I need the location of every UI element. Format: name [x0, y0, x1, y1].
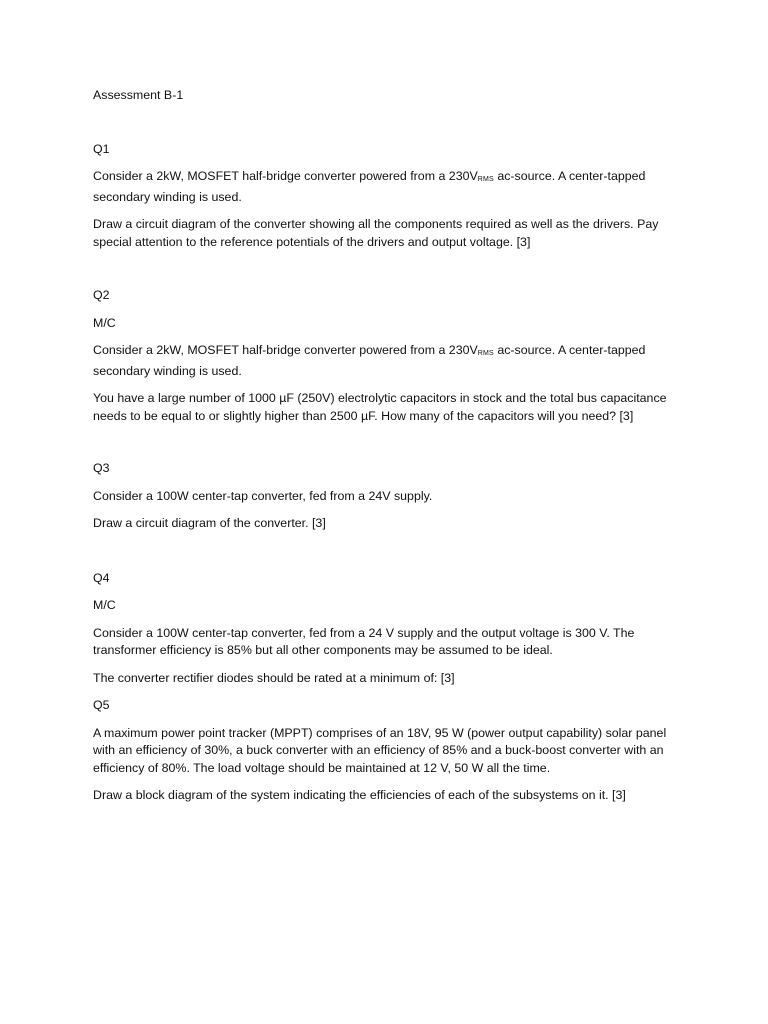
question-type: M/C: [93, 598, 116, 612]
question-label: Q1: [93, 141, 110, 156]
question-type: M/C: [93, 315, 116, 330]
document-title: Assessment B-1: [93, 88, 184, 102]
question-5: [93, 697, 683, 805]
question-paragraph: [93, 787, 683, 805]
paragraph-text: Consider a 2kW, MOSFET half-bridge converter powered from a 230V: [93, 343, 478, 357]
question-paragraph: [93, 515, 683, 533]
question-3: [93, 460, 683, 533]
paragraph-text: Consider a 100W center-tap converter, fed from a 24 V supply and the output voltage is 300 V. The transformer efficiency is 85% but all other components may be assumed to be ideal.: [93, 625, 635, 657]
question-paragraph: [93, 670, 683, 688]
question-paragraph: [93, 390, 683, 425]
question-4: [93, 570, 683, 688]
paragraph-text: Draw a circuit diagram of the converter showing all the components required as well as the drivers. Pay special attention to the reference potentials of the drivers and output voltage. [3]: [93, 217, 659, 249]
question-paragraph: [93, 216, 683, 251]
question-label: Q5: [93, 698, 110, 712]
question-label: Q3: [93, 461, 110, 475]
question-paragraph: [93, 725, 683, 778]
document-content: [93, 87, 683, 815]
paragraph-text: Consider a 2kW, MOSFET half-bridge converter powered from a 230V: [93, 169, 478, 183]
question-paragraph: [93, 168, 683, 206]
question-paragraph: [93, 625, 683, 660]
paragraph-text: Draw a block diagram of the system indicating the efficiencies of each of the subsystems on it. [3]: [93, 788, 626, 802]
paragraph-text: The converter rectifier diodes should be rated at a minimum of: [3]: [93, 670, 455, 685]
question-label: Q2: [93, 288, 110, 302]
rms-subscript: RMS: [477, 176, 494, 183]
paragraph-text: Draw a circuit diagram of the converter. [3]: [93, 516, 326, 530]
question-2: [93, 287, 683, 425]
paragraph-text: A maximum power point tracker (MPPT) comprises of an 18V, 95 W (power output capability) solar panel with an efficiency of 30%, a buck converter with an efficiency of 85% and a buck-boost converter with an efficiency of 80%. The load voltage should be maintained at 12 V, 50 W all the time.: [93, 725, 667, 775]
paragraph-text: ac-source. A center-tapped secondary winding is used.: [93, 169, 646, 204]
question-1: [93, 141, 683, 252]
question-label: Q4: [93, 570, 110, 585]
rms-subscript: RMS: [477, 350, 494, 357]
question-paragraph: [93, 488, 683, 506]
question-paragraph: [93, 342, 683, 380]
paragraph-text: You have a large number of 1000 µF (250V) electrolytic capacitors in stock and the total bus capacitance needs to be equal to or slightly higher than 2500 µF. How many of the capacitors will you need? [3]: [93, 391, 667, 423]
paragraph-text: ac-source. A center-tapped secondary winding is used.: [93, 343, 646, 378]
paragraph-text: Consider a 100W center-tap converter, fed from a 24V supply.: [93, 488, 433, 503]
